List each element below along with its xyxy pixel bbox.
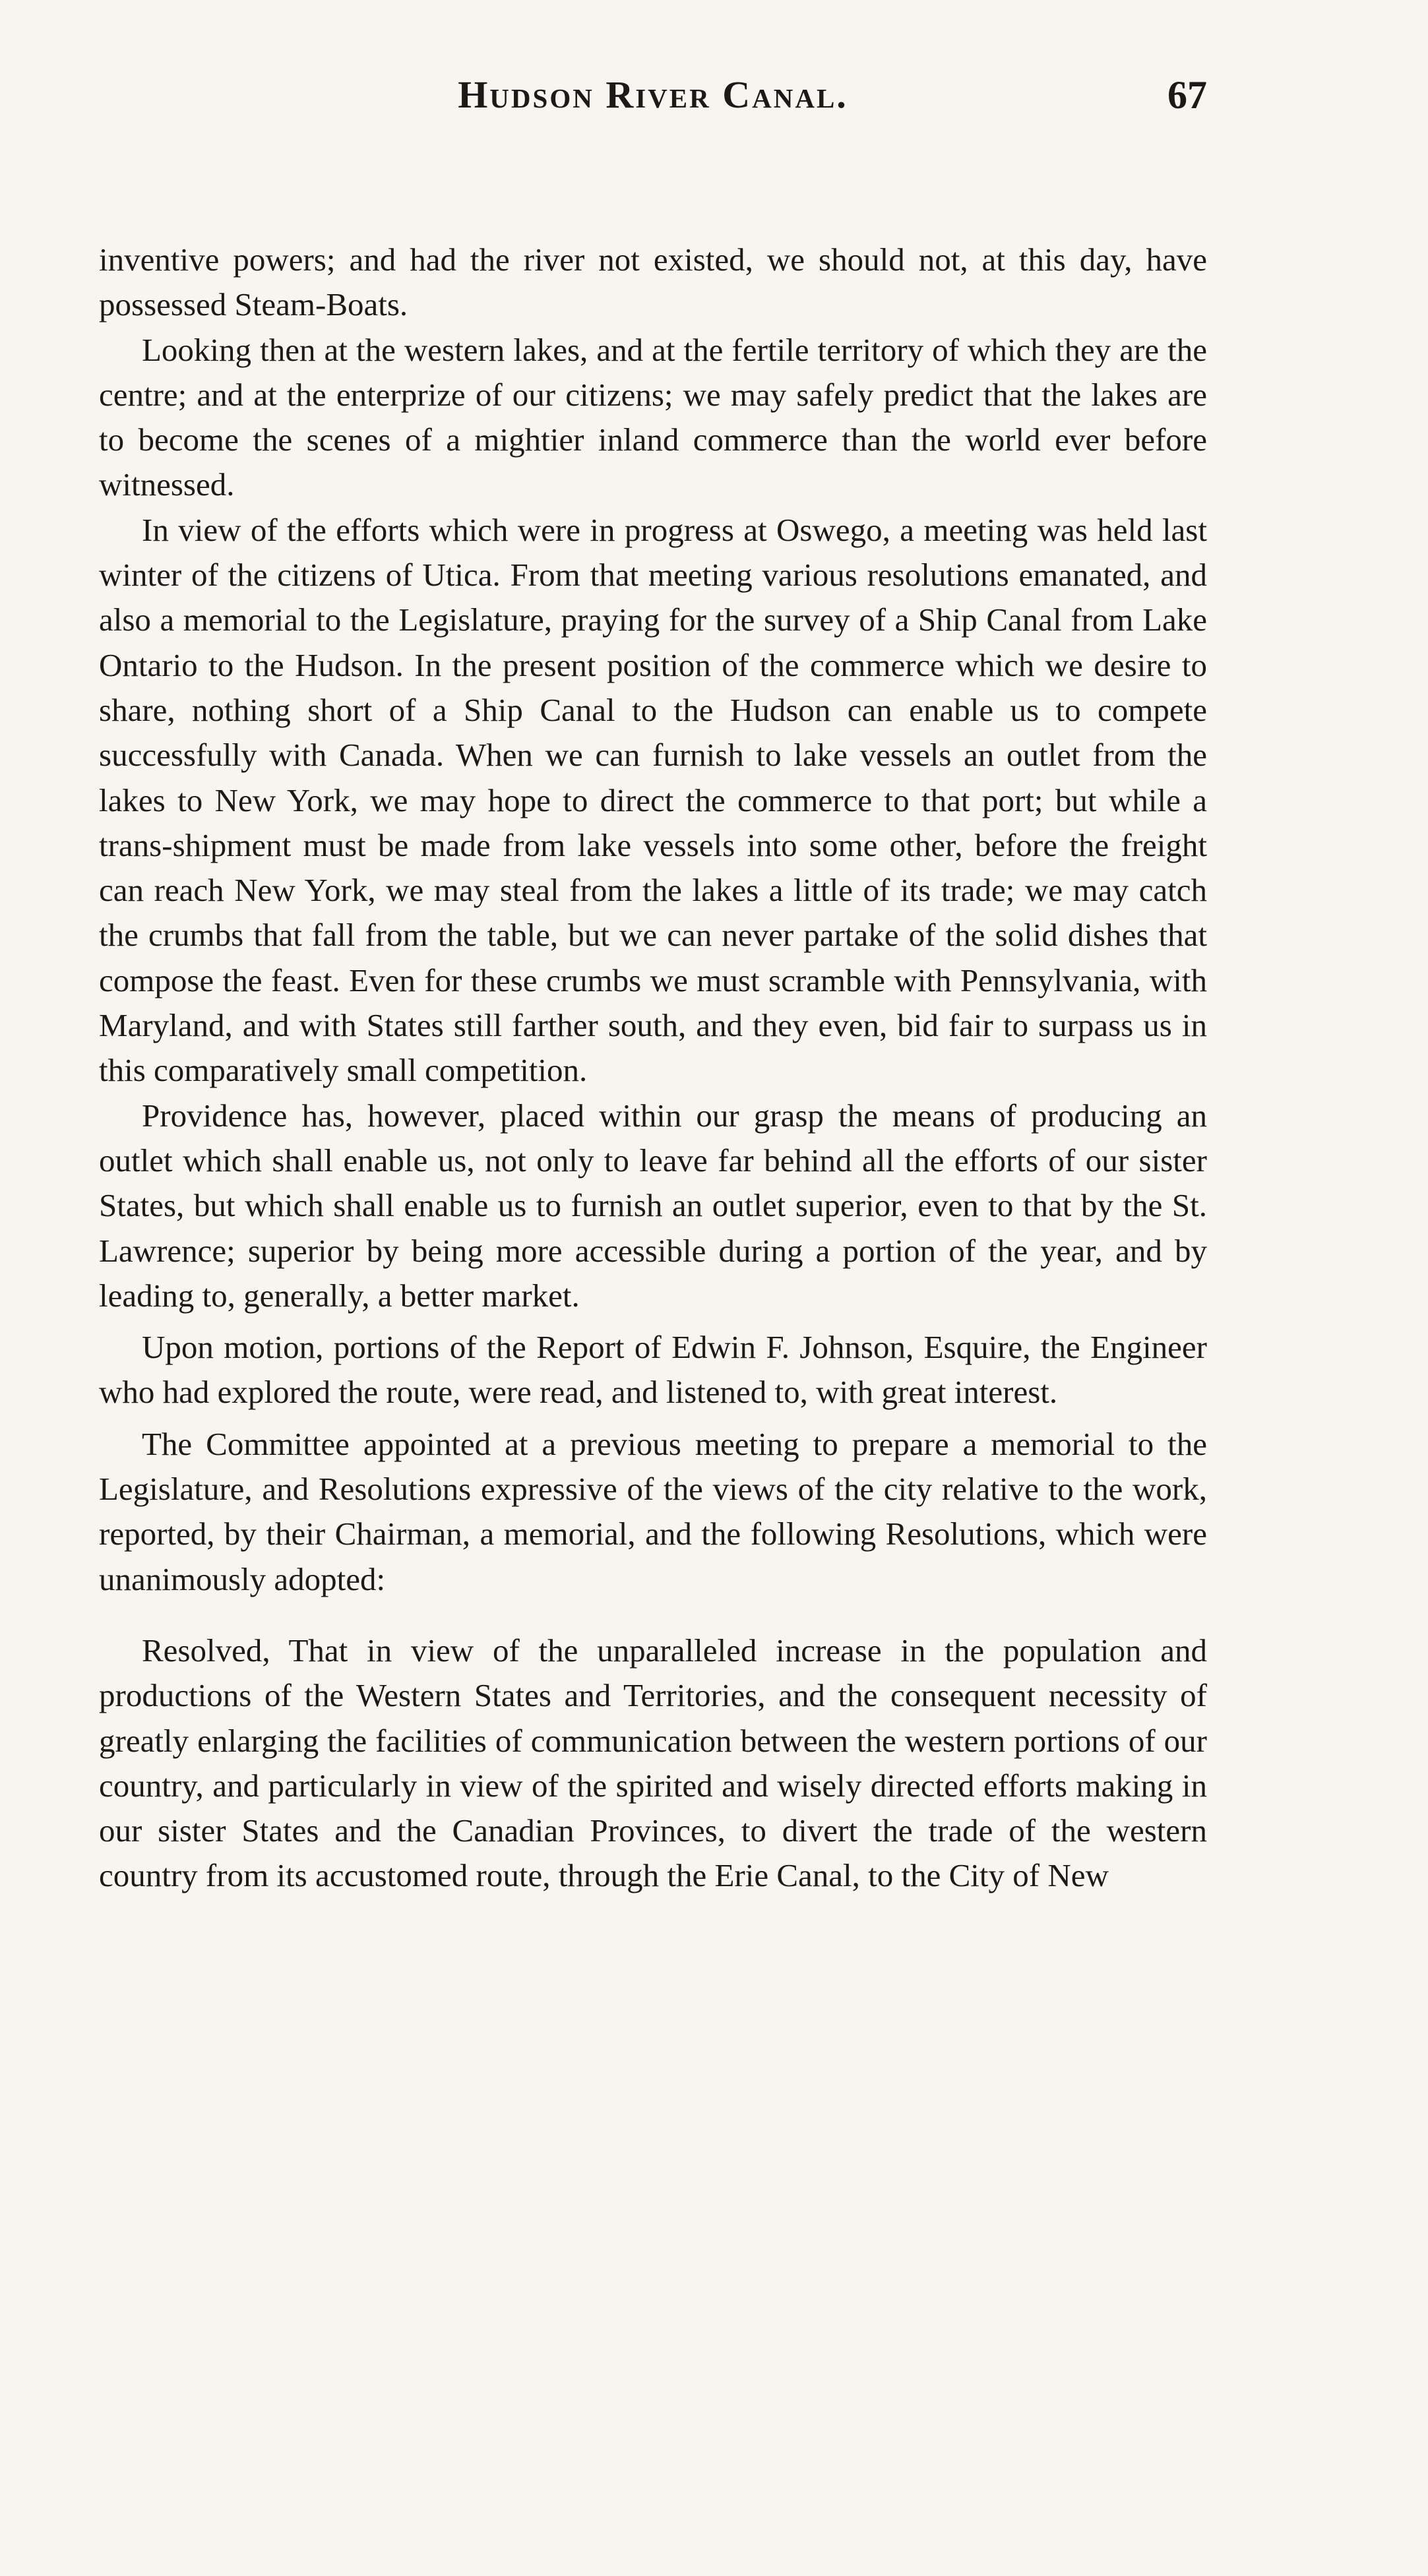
page-number: 67 <box>1167 73 1207 117</box>
paragraph-resolution: Resolved, That in view of the unparalleled increase in the population and productions of the Western States and Territories, and the consequent necessity of greatly enlarging the facilities of communication between the western portions of our country, and particularly in view of the spirited and wisely directed efforts making in our sister States and the Canadian Provinces, to divert the trade of the western country from its accustomed route, through the Erie Canal, to the City of New <box>99 1632 1207 1894</box>
paragraph-committee: The Committee appointed at a previous meeting to prepare a memorial to the Legislature, and Resolutions expressive of the views of the city relative to the work, reported, by their Chairman, a memorial, and the following Resolutions, which were unanimously adopted: <box>99 1425 1207 1597</box>
running-title: Hudson River Canal. <box>458 73 848 116</box>
paragraph-western-lakes: Looking then at the western lakes, and at the fertile territory of which they are the centre; and at the enterprize of our citizens; we may safely predict that the lakes are to become the scenes of a mightier inland commerce than the world ever before witnessed. <box>99 331 1207 503</box>
paragraph-providence: Providence has, however, placed within our grasp the means of producing an outlet which shall enable us, not only to leave far behind all the efforts of our sister States, but which shall enable us to furnish an outlet superior, even to that by the St. Lawrence; superior by being more accessible during a portion of the year, and by leading to, generally, a better market. <box>99 1097 1207 1314</box>
paragraph-utica-meeting: In view of the efforts which were in progress at Oswego, a meeting was held last winter of the citizens of Utica. From that meeting various resolutions emanated, and also a memorial to the Legislature, praying for the survey of a Ship Canal from Lake Ontario to the Hudson. In the present position of the commerce which we desire to share, nothing short of a Ship Canal to the Hudson can enable us to compete successfully with Canada. When we can furnish to lake vessels an outlet from the lakes to New York, we may hope to direct the commerce to that port; but while a trans-shipment must be made from lake vessels into some other, before the freight can reach New York, we may steal from the lakes a little of its trade; we may catch the crumbs that fall from the table, but we can never partake of the solid dishes that compose the feast. Even for these crumbs we must scramble with Pennsylvania, with Maryland, and with States still farther south, and they even, bid fair to surpass us in this comparatively small competition. <box>99 511 1207 1089</box>
body-text <box>99 237 1207 1899</box>
paragraph-report-motion: Upon motion, portions of the Report of Edwin F. Johnson, Esquire, the Engineer who had explored the route, were read, and listened to, with great interest. <box>99 1329 1207 1411</box>
book-page <box>99 73 1207 1899</box>
paragraph-continuation: inventive powers; and had the river not existed, we should not, at this day, have possessed Steam-Boats. <box>99 241 1207 323</box>
page-header <box>99 73 1207 135</box>
